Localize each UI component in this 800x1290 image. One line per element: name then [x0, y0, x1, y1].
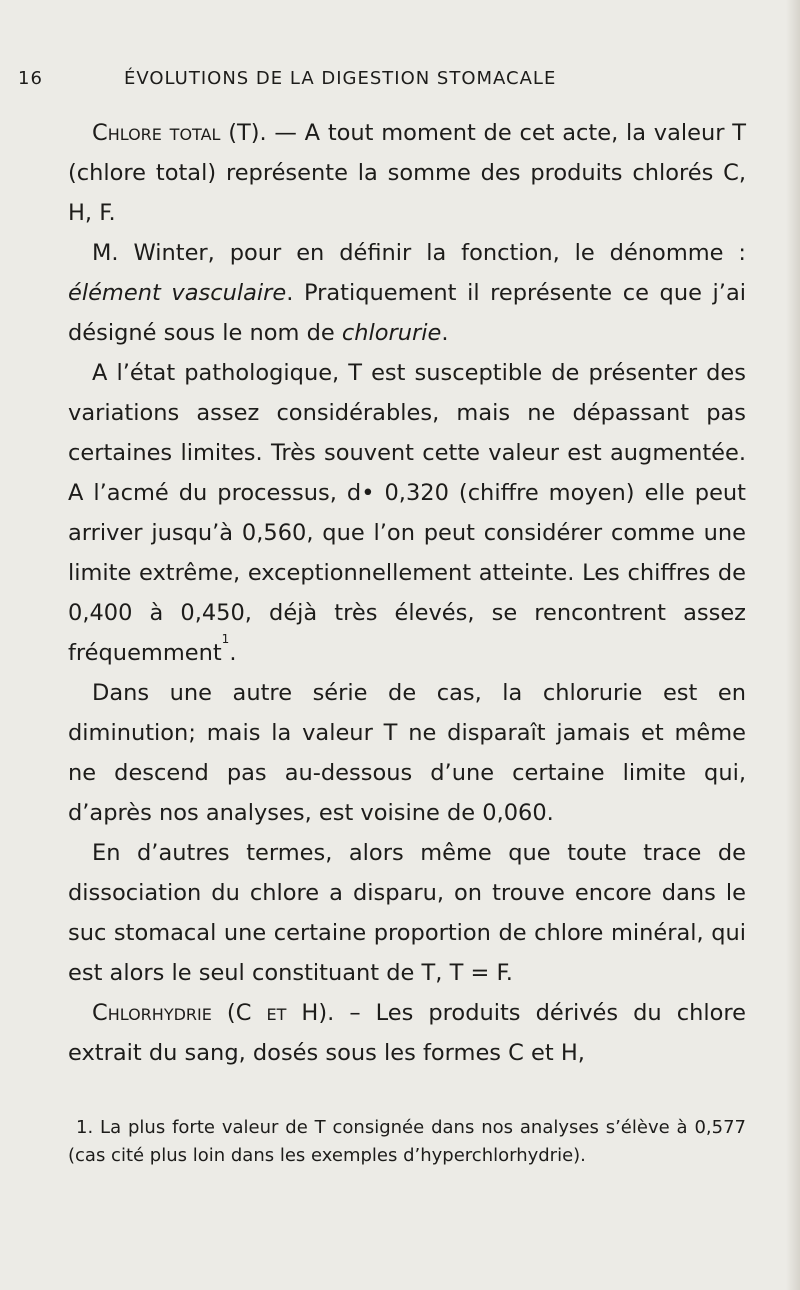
running-header: [8, 64, 778, 94]
paragraph-winter: [68, 233, 746, 353]
footnote-reference: 1: [221, 632, 230, 646]
page-edge-shadow: [786, 0, 800, 1290]
paragraph-text: . Pratiquement il représente ce que j’ai désigné sous le nom de: [68, 280, 746, 346]
running-title: ÉVOLUTIONS DE LA DIGESTION STOMACALE: [124, 68, 557, 89]
paragraph-text: M. Winter, pour en définir la fonction, le dénomme :: [92, 240, 746, 266]
paragraph-chlore-total: [68, 113, 746, 233]
paragraph-text: – Les produits dérivés du chlore extrait du sang, dosés sous les formes C et H,: [68, 1000, 746, 1066]
footnote: [68, 1114, 746, 1170]
paragraph-text: A l’état pathologique, T est susceptible de présenter des variations assez considérables, mais ne dépassant pas certaines limites. Très souvent cette valeur est augmentée. A l’acmé du processus, d• 0,320 (chiffre moyen) elle peut arriver jusqu’à 0,560, que l’on peut considérer comme une limite extrême, exceptionnellement atteinte. Les chiffres de 0,400 à 0,450, déjà très élevés, se rencontrent assez fréquemment: [68, 360, 746, 666]
paragraph-diminution: [68, 673, 746, 833]
footnote-text: 1. La plus forte valeur de T consignée dans nos analyses s’élève à 0,577 (cas cité plus loin dans les exemples d’hyperchlorhydrie).: [68, 1117, 746, 1166]
paragraph-text: Dans une autre série de cas, la chlorurie est en diminution; mais la valeur T ne disparaît jamais et même ne descend pas au-dessous d’une certaine limite qui, d’après nos analyses, est voisine de 0,060.: [68, 680, 746, 826]
paragraph-text: .: [441, 320, 449, 346]
section-heading-chlorhydrie: Chlorhydrie (C et H).: [92, 1000, 335, 1026]
section-heading-chlore-total: Chlore total (T).: [92, 120, 267, 146]
paragraph-pathologique: [68, 353, 746, 673]
italic-term-element-vasculaire: élément vasculaire: [68, 280, 287, 306]
paragraph-text: .: [229, 640, 237, 666]
paragraph-text: En d’autres termes, alors même que toute trace de dissociation du chlore a disparu, on trouve encore dans le suc stomacal une certaine proportion de chlore minéral, qui est alors le seul constituant de T, T = F.: [68, 840, 746, 986]
paragraph-autres-termes: [68, 833, 746, 993]
page-number: 16: [18, 68, 43, 89]
italic-term-chlorurie: chlorurie: [341, 320, 442, 346]
paragraph-text: — A tout moment de cet acte, la valeur T (chlore total) représente la somme des produits chlorés C, H, F.: [68, 120, 746, 226]
body-text: [68, 113, 746, 1073]
paragraph-chlorhydrie: [68, 993, 746, 1073]
